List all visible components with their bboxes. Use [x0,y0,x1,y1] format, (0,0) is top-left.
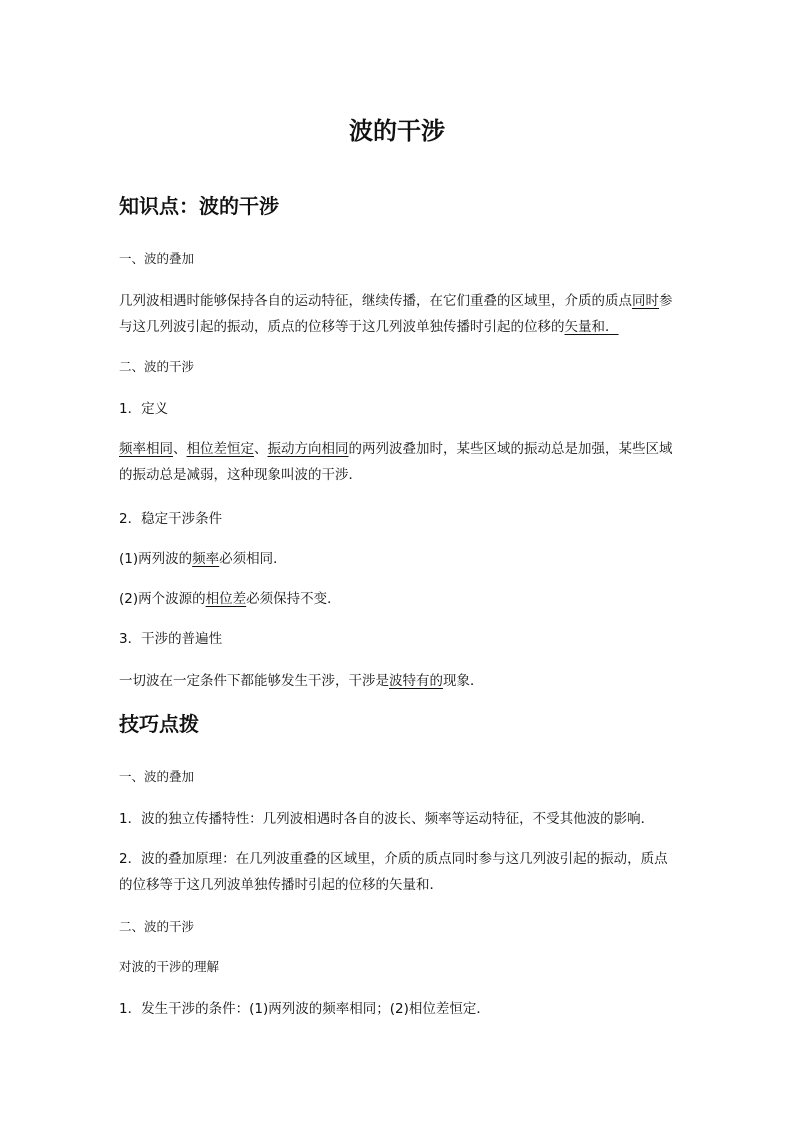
item-stable-conditions-label: 2．稳定干涉条件 [119,511,223,527]
underlined-term: 振动方向相同 [267,441,349,457]
text-run: 、 [173,441,187,457]
underlined-term: 相位差恒定 [186,441,254,457]
paragraph-independent-propagation: 1．波的独立传播特性：几列波相遇时各自的波长、频率等运动特征，不受其他波的影响． [119,811,655,827]
text-run: 的两列波叠加时，某些区域的振动总是加强，某些区域的振动总是减弱，这种现象叫波的干涉． [119,441,673,483]
paragraph-universality [119,668,679,694]
item-definition-label: 1．定义 [119,401,169,417]
subheading-wave-interference-2: 二、波的干涉 [119,919,195,934]
condition-1 [119,546,679,572]
underlined-term: 同时 [632,293,659,309]
section-heading-tips: 技巧点拨 [119,712,199,736]
subheading-wave-interference: 二、波的干涉 [119,359,195,374]
text-run: 一切波在一定条件下都能够发生干涉，干涉是 [119,673,389,689]
text-run: 、 [254,441,268,457]
underlined-term: 波特有的 [389,673,443,689]
paragraph-superposition-principle: 2．波的叠加原理：在几列波重叠的区域里，介质的质点同时参与这几列波引起的振动，质点的位移等于这几列波单独传播时引起的位移的矢量和． [119,851,668,893]
text-run: 现象． [443,673,484,689]
text-run: 几列波相遇时能够保持各自的运动特征，继续传播，在它们重叠的区域里，介质的质点 [119,293,632,309]
condition-2 [119,586,679,612]
paragraph-interference-conditions: 1．发生干涉的条件：(1)两列波的频率相同；(2)相位差恒定． [119,1001,490,1017]
subheading-wave-superposition: 一、波的叠加 [119,251,195,266]
subheading-understanding-interference: 对波的干涉的理解 [119,959,220,974]
underlined-term: 频率相同 [119,441,173,457]
text-run: (2)两个波源的 [119,591,206,607]
section-heading-knowledge: 知识点：波的干涉 [119,194,279,218]
paragraph-definition [119,436,679,488]
underlined-term: 相位差 [205,591,247,607]
underlined-term: 频率 [192,551,220,567]
text-run: 参与这几列波引起的振动，质点的位移等于这几列波单独传播时引起的位移的 [119,293,673,335]
text-run: 必须保持不变． [246,591,341,607]
text-run: 必须相同． [219,551,287,567]
item-universality-label: 3．干涉的普遍性 [119,631,223,647]
paragraph-superposition [119,288,679,340]
page-title: 波的干涉 [349,117,445,145]
subheading-wave-superposition-2: 一、波的叠加 [119,769,195,784]
underlined-term: 矢量和． [564,319,619,335]
text-run: (1)两列波的 [119,551,193,567]
